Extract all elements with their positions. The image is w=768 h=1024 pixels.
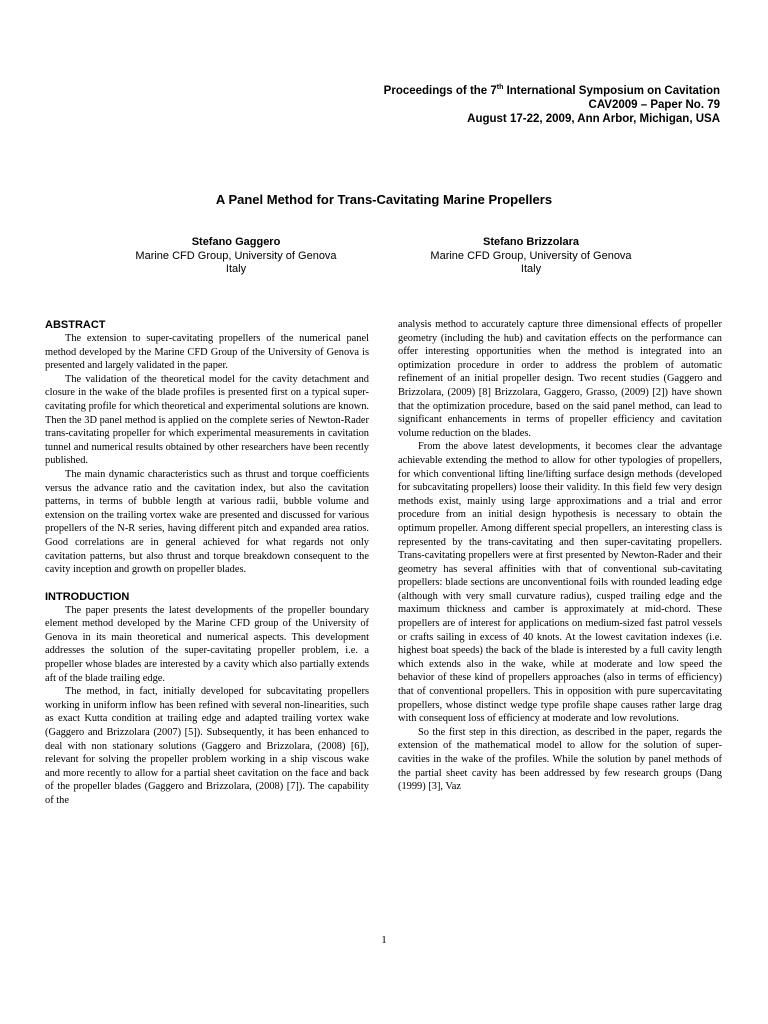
author-name: Stefano Gaggero xyxy=(191,236,281,248)
section-gap xyxy=(45,577,369,590)
paper-title: A Panel Method for Trans-Cavitating Marine Propellers xyxy=(215,192,553,207)
proceedings-header xyxy=(384,84,720,126)
page-number: 1 xyxy=(381,934,387,946)
abstract-paragraph: The extension to super-cavitating propellers of the numerical panel method developed by the Marine CFD Group of the University of Genova is presented and largely validated in the paper. xyxy=(45,333,369,372)
author-block-2 xyxy=(401,236,661,277)
abstract-paragraph: The validation of the theoretical model for the cavity detachment and closure in the wake of the blade profiles is presented first on a typical super-cavitating profile for which theoretical and experimental solutions are known. Then the 3D panel method is applied on the complete series of Newton-Rader trans-cavitating propeller for which experimental measurements in cavitation tunnel and numerical results obtained by other researchers have been recently published. xyxy=(45,373,369,467)
author-country: Italy xyxy=(520,263,542,275)
left-column xyxy=(45,318,369,808)
right-column xyxy=(398,318,722,794)
body-paragraph: From the above latest developments, it becomes clear the advantage achievable extending the method to allow for other typologies of propellers, for which conventional lifting line/lifting surface design methods (developed for subcavitating propellers) loose their validity. In this field few very design methods exist, mainly using large approximations and a trial and error procedure from an initial design hypothesis is necessary to obtain the optimum propeller. Among different special propellers, an interesting class is represented by the trans-cavitating and then super-cavitating propellers. Trans-cavitating propellers were at first presented by Newton-Rader and their geometry has several affinities with that of conventional sub-cavitating propellers: blade sections are unconventional foils with rounded leading edge (although with very small curvature radius), cusped trailing edge and the maximum thickness and camber is approximately at mid-chord. These propellers are of interest for applications on medium-sized fast patrol vessels or crafts sailing in excess of 40 knots. At the lowest cavitation indexes (i.e. highest boat speeds) the back of the blade is interested by a full cavity length which extends also in the wake, while at moderate and low speed the behavior of these kind of propellers approaches (also in terms of efficiency) that of conventional propellers. This in opposition with pure supercavitating propellers, whose distinct wedge type profile shape causes rather large drag with consequent loss of efficiency at moderate and low revolutions. xyxy=(398,441,722,725)
introduction-paragraph: The method, in fact, initially developed for subcavitating propellers working in uniform inflow has been refined with several non-linearities, such as exact Kutta condition at trailing edge and adapted trailing vortex wake (Gaggero and Brizzolara (2007) [5]). Subsequently, it has been enhanced to deal with non stationary solutions (Gaggero and Brizzolara, (2008) [6]), relevant for solving the propeller problem working in a ship viscous wake and more recently to allow for a partial sheet cavitation on the face and back of the propeller blades (Gaggero and Brizzolara, (2008) [7]). The capability of the xyxy=(45,686,369,806)
body-paragraph: So the first step in this direction, as described in the paper, regards the extension of the mathematical model to allow for the solution of super-cavities in the wake of the profiles. While the solution by panel methods of the partial sheet cavity has been addressed by few research groups (Dang (1999) [3], Vaz xyxy=(398,726,722,793)
abstract-heading: ABSTRACT xyxy=(45,319,106,331)
body-paragraph: analysis method to accurately capture three dimensional effects of propeller geometry (including the hub) and cavitation effects on the performance can offer interesting opportunities when the method is integrated into an optimization procedure in order to address the problem of automatic refinement of an initial propeller design. Two recent studies (Gaggero and Brizzolara, (2009) [8] Brizzolara, Gaggero, Grasso, (2009) [2]) have shown that the optimization procedure, based on the said panel method, can lead to significant enhancements in terms of propeller efficiency and cavitation volume reduction on the blades. xyxy=(398,319,722,439)
header-line-1: Proceedings of the 7th International Symposium on Cavitation xyxy=(383,84,720,97)
author-country: Italy xyxy=(225,263,247,275)
author-affiliation: Marine CFD Group, University of Genova xyxy=(430,249,632,262)
author-name: Stefano Brizzolara xyxy=(483,236,579,248)
introduction-paragraph: The paper presents the latest developments of the propeller boundary element method developed by the Marine CFD group of the University of Genova in its main theoretical and numerical aspects. This development addresses the solution of the super-cavitating propeller problem, i.e. a propeller whose blades are interested by a cavity which also partially extends aft of the blade trailing edge. xyxy=(45,604,369,684)
introduction-heading: INTRODUCTION xyxy=(45,590,130,603)
author-affiliation: Marine CFD Group, University of Genova xyxy=(135,249,337,262)
author-block-1 xyxy=(106,236,366,277)
header-line-3: August 17-22, 2009, Ann Arbor, Michigan, USA xyxy=(467,113,720,125)
header-line-2: CAV2009 – Paper No. 79 xyxy=(588,99,720,111)
abstract-paragraph: The main dynamic characteristics such as thrust and torque coefficients versus the advance ratio and the cavitation index, but also the cavitation patterns, in terms of bubble length at various radii, bubble volume and extension on the trailing vortex wake are presented and discussed for various propellers of the N-R series, having different pitch and expanded area ratios. Good correlations are in general achieved for what regards not only cavitation patterns, but also thrust and torque breakdown consequent to the cavity inception and growth on propeller blades. xyxy=(45,468,369,576)
